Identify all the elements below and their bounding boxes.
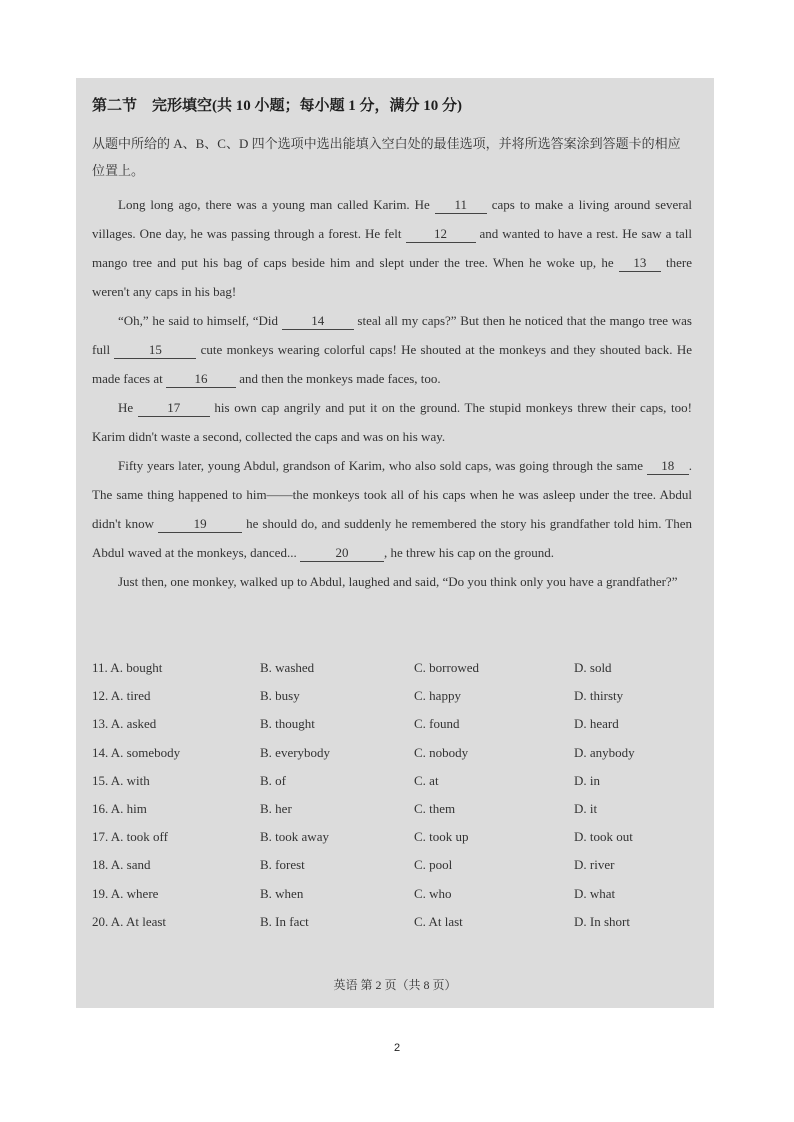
option-a: 12. A. tired: [92, 688, 151, 704]
option-c: C. them: [414, 800, 456, 816]
blank-12: 12: [406, 226, 476, 243]
paragraph-5: Just then, one monkey, walked up to Abdul, laughed and said, “Do you think only you have a grandfather?”: [118, 574, 678, 589]
option-b: B. washed: [260, 660, 315, 675]
option-c: C. found: [414, 716, 460, 732]
option-c: C. borrowed: [414, 660, 479, 675]
option-row: [92, 801, 702, 829]
blank-20: 20: [300, 545, 384, 562]
option-c: C. took up: [414, 829, 469, 845]
option-b: B. everybody: [260, 744, 331, 760]
page-number: 2: [393, 1042, 401, 1054]
section-title: 第二节 完形填空(共 10 小题；每小题 1 分，满分 10 分): [92, 98, 462, 114]
option-b: B. forest: [260, 857, 305, 873]
option-d: D. in: [574, 772, 600, 788]
paragraph-2: “Oh,” he said to himself, “Did 14 steal all my caps?” But then he noticed that the mango tree was full 15 cute monkeys wearing colorful caps! He shouted at the monkeys and they shouted back. He made faces at 16 and then the monkeys made faces, too.: [92, 313, 692, 386]
option-c: C. who: [414, 885, 452, 901]
option-row: [92, 829, 702, 857]
paragraph-1: Long long ago, there was a young man called Karim. He 11 caps to make a living around several villages. One day, he was passing through a forest. He felt 12 and wanted to have a rest. He saw a tall mango tree and put his bag of caps beside him and slept under the tree. When he woke up, he 13 there weren't any caps in his bag!: [92, 197, 692, 299]
blank-13: 13: [619, 255, 661, 272]
option-row: [92, 886, 702, 914]
option-d: D. heard: [574, 716, 619, 732]
option-c: C. nobody: [414, 744, 469, 760]
option-b: B. of: [260, 772, 286, 788]
option-a: 18. A. sand: [92, 857, 151, 873]
option-c: C. pool: [414, 857, 453, 873]
option-row: [92, 716, 702, 744]
option-d: D. took out: [574, 829, 633, 845]
option-a: 16. A. him: [92, 800, 147, 816]
blank-14: 14: [282, 313, 354, 330]
option-d: D. anybody: [574, 744, 635, 760]
option-d: D. thirsty: [574, 688, 624, 704]
option-a: 13. A. asked: [92, 716, 157, 732]
blank-18: 18: [647, 458, 689, 475]
paragraph-3: He 17 his own cap angrily and put it on the ground. The stupid monkeys threw their caps, too! Karim didn't waste a second, collected the caps and was on his way.: [92, 400, 692, 444]
option-d: D. In short: [574, 913, 630, 929]
blank-19: 19: [158, 516, 242, 533]
option-row: [92, 660, 702, 688]
instructions: 从题中所给的 A、B、C、D 四个选项中选出能填入空白处的最佳选项，并将所选答案涂到答题卡的相应位置上。: [92, 136, 681, 178]
blank-15: 15: [114, 342, 196, 359]
option-row: [92, 914, 702, 942]
option-b: B. thought: [260, 716, 315, 732]
option-d: D. what: [574, 885, 616, 901]
option-a: 19. A. where: [92, 885, 159, 901]
blank-11: 11: [435, 197, 487, 214]
option-c: C. at: [414, 772, 439, 788]
option-b: B. busy: [260, 688, 300, 704]
option-a: 17. A. took off: [92, 829, 168, 845]
page-footer: 英语 第 2 页（共 8 页）: [333, 978, 457, 992]
option-a: 14. A. somebody: [92, 744, 181, 760]
option-row: [92, 745, 702, 773]
option-row: [92, 857, 702, 885]
option-a: 11. A. bought: [92, 660, 163, 675]
paragraph-4: Fifty years later, young Abdul, grandson of Karim, who also sold caps, was going through the same 18 . The same thing happened to him——the monkeys took all of his caps when he was asleep under the tree. Abdul didn't know 19 he should do, and suddenly he remembered the story his grandfather told him. Then Abdul waved at the monkeys, danced... 20 , he threw his cap on the ground.: [92, 458, 692, 560]
option-a: 20. A. At least: [92, 913, 167, 929]
option-row: [92, 688, 702, 716]
option-d: D. sold: [574, 660, 612, 675]
option-a: 15. A. with: [92, 772, 150, 788]
option-b: B. when: [260, 885, 304, 901]
option-d: D. river: [574, 857, 615, 873]
option-d: D. it: [574, 800, 598, 816]
option-c: C. happy: [414, 688, 461, 704]
option-row: [92, 773, 702, 801]
option-c: C. At last: [414, 913, 463, 929]
answer-options: [92, 660, 702, 942]
blank-17: 17: [138, 400, 210, 417]
blank-16: 16: [166, 371, 236, 388]
option-b: B. her: [260, 800, 292, 816]
option-b: B. took away: [260, 829, 329, 845]
scanned-exam-page: [76, 78, 714, 1008]
option-b: B. In fact: [260, 913, 309, 929]
cloze-passage: [92, 190, 692, 596]
